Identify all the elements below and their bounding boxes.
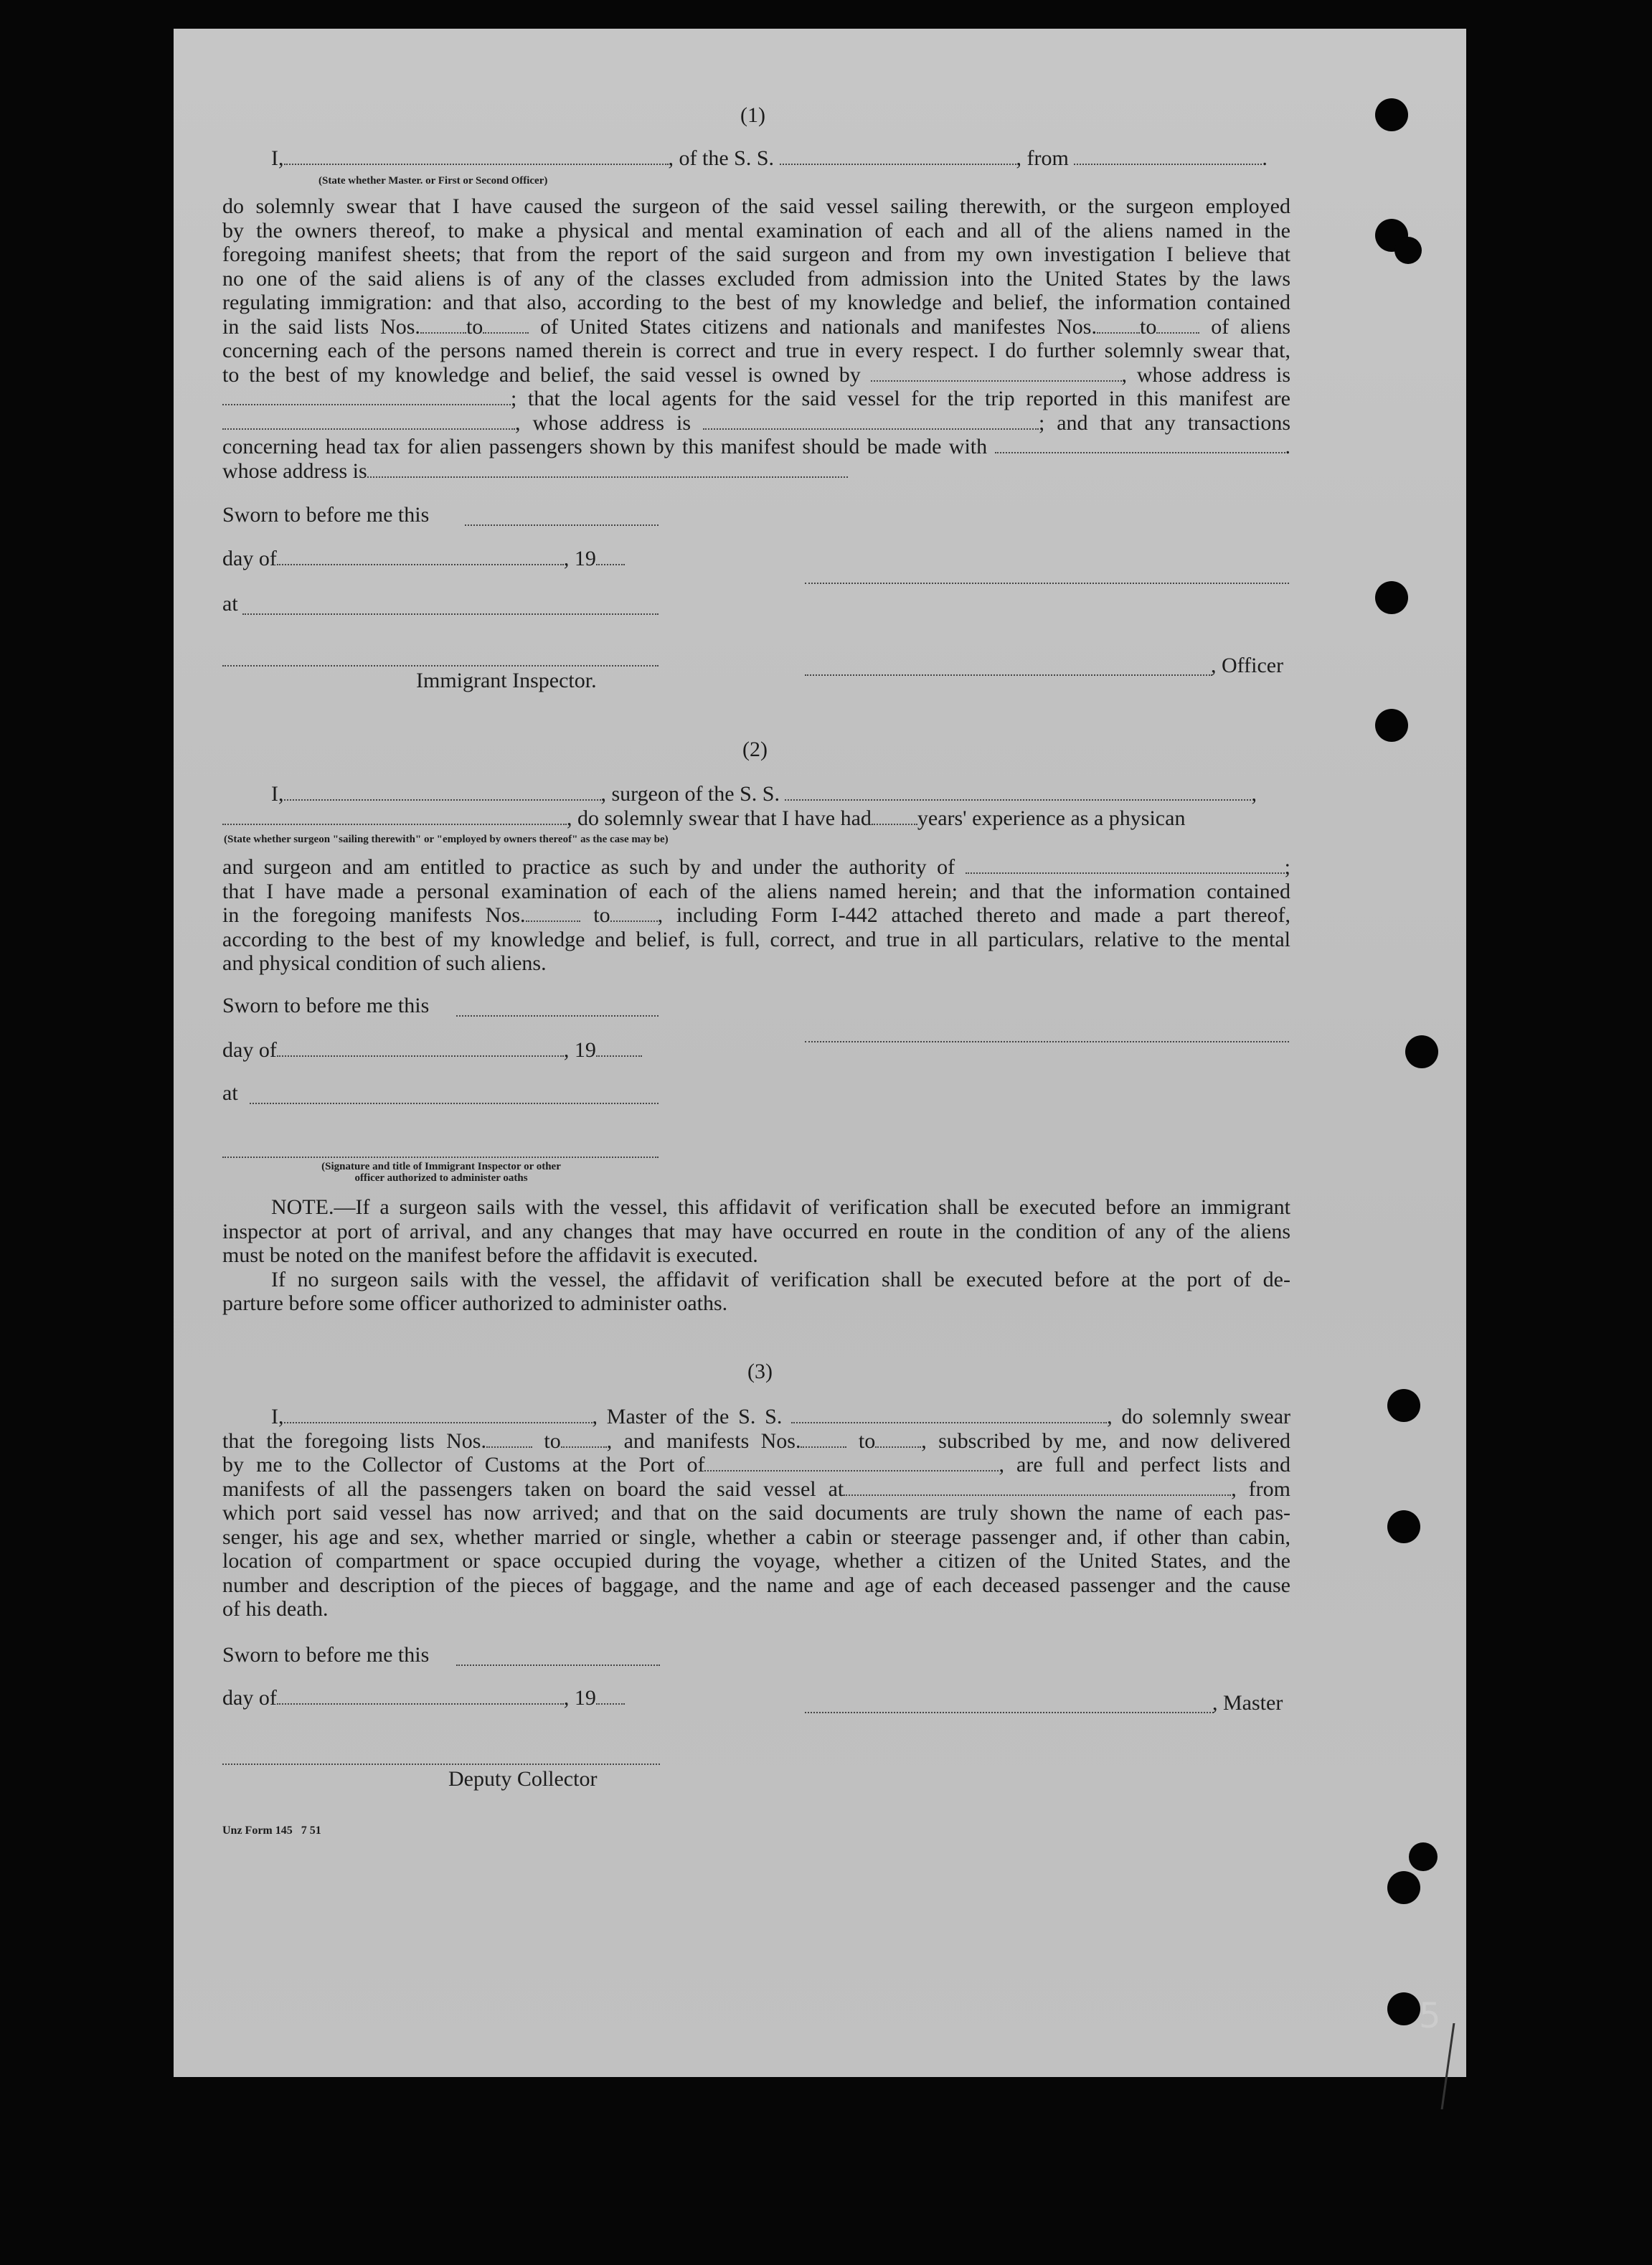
- surgeon-status-field[interactable]: [222, 808, 567, 825]
- month-field-3[interactable]: [277, 1687, 564, 1705]
- agents-address-field[interactable]: [703, 413, 1039, 430]
- sworn-label-2: Sworn to before me this: [222, 994, 430, 1017]
- officer-signature-field[interactable]: [805, 673, 1212, 676]
- binder-hole: [1375, 709, 1408, 742]
- owner-address-field[interactable]: [222, 388, 511, 405]
- master-lists-from-field[interactable]: [486, 1431, 532, 1448]
- binder-hole: [1387, 1389, 1420, 1422]
- deputy-collector-label: Deputy Collector: [448, 1767, 598, 1791]
- section-3-paragraph: I, , Master of the S. S. , do solemnly swear that the foregoing lists Nos. to , and manifests Nos. to , subscribed by me, and now delivered by me to the Collector of Customs at the Port of , are full and perfect lists and manifests of all the passengers taken on board the said vessel at , from which port said vessel has now arrived; and that on the said documents are truly shown the name of each pas- senger, his age and sex, whether married or single, whether a cabin or steerage passenger and, if other than cabin, location of compartment or space occupied during the voyage, whether a citizen of the United States, and the number and description of the pieces of baggage, and the name and age of each deceased passenger and the cause of his death.: [222, 1405, 1291, 1621]
- inspector-signature-field[interactable]: [222, 664, 659, 667]
- deputy-collector-signature-field[interactable]: [222, 1762, 660, 1765]
- head-tax-contact-field[interactable]: [995, 436, 1285, 453]
- sworn-label-1: Sworn to before me this: [222, 503, 430, 527]
- master-vessel-field[interactable]: [791, 1406, 1107, 1423]
- surgeon-name-field[interactable]: [284, 783, 601, 801]
- surgeon-manifest-to-field[interactable]: [610, 905, 658, 922]
- officer-note: (State whether Master. or First or Second Officer): [318, 175, 548, 187]
- binder-hole: [1405, 1035, 1438, 1068]
- year-field-3[interactable]: [596, 1687, 625, 1705]
- month-field-2[interactable]: [277, 1040, 564, 1057]
- section-3-number: (3): [747, 1360, 773, 1383]
- section-1-first-line: I, , of the S. S. , from .: [271, 146, 1268, 170]
- binder-hole: [1387, 1510, 1420, 1543]
- inspector-signature-field-2[interactable]: [222, 1155, 659, 1158]
- month-field-1[interactable]: [277, 548, 564, 565]
- section-2-paragraph: and surgeon and am entitled to practice as such by and under the authority of ; that I have made a personal examination of each of the aliens named herein; and that the information contained in the foregoing manifests Nos. to , including Form I-442 attached thereto and made a part thereof, according to the best of my knowledge and belief, is full, correct, and true in all particulars, relative to the mental and physical condition of such aliens.: [222, 855, 1291, 975]
- year-field-2[interactable]: [596, 1040, 642, 1057]
- binder-hole: [1387, 1992, 1420, 2025]
- lists-to-field[interactable]: [483, 316, 529, 334]
- master-label: , Master: [1212, 1691, 1283, 1715]
- departure-port-field[interactable]: [1074, 148, 1262, 165]
- at-label-1: at: [222, 592, 238, 616]
- head-tax-address-field[interactable]: [367, 461, 848, 478]
- day-of-label-3: day of , 19: [222, 1686, 625, 1710]
- section-2-first-line: I, , surgeon of the S. S. ,: [271, 782, 1257, 806]
- boarding-port-field[interactable]: [844, 1479, 1231, 1496]
- surgeon-vessel-field[interactable]: [785, 783, 1251, 801]
- officer-signature-right-top[interactable]: [805, 581, 1289, 584]
- day-of-label-2: day of , 19: [222, 1038, 642, 1063]
- sworn-date-field-3[interactable]: [456, 1663, 660, 1666]
- section-1-number: (1): [740, 103, 765, 127]
- lists-from-field[interactable]: [420, 316, 466, 334]
- master-signature-field[interactable]: [805, 1710, 1214, 1713]
- section-2-number: (2): [742, 738, 768, 761]
- master-lists-to-field[interactable]: [561, 1431, 607, 1448]
- binder-hole: [1375, 581, 1408, 614]
- manifests-to-field[interactable]: [1156, 316, 1199, 334]
- year-field-1[interactable]: [596, 548, 625, 565]
- section-2-second-line: , do solemnly swear that I have had years' experience as a physican: [222, 806, 1291, 831]
- surgeon-signature-field[interactable]: [805, 1040, 1289, 1042]
- master-manifests-to-field[interactable]: [875, 1431, 921, 1448]
- form-identifier: Unz Form 145 7 51: [222, 1824, 321, 1837]
- collector-port-field[interactable]: [704, 1454, 999, 1471]
- officer-name-field[interactable]: [284, 148, 669, 165]
- day-of-label-1: day of , 19: [222, 547, 625, 571]
- binder-hole: [1394, 237, 1422, 264]
- sworn-date-field-2[interactable]: [456, 1014, 659, 1017]
- vessel-name-field[interactable]: [780, 148, 1016, 165]
- binder-hole: [1375, 98, 1408, 131]
- owner-field[interactable]: [871, 364, 1122, 382]
- page-edge-fold: [1441, 2023, 1477, 2109]
- immigrant-inspector-label: Immigrant Inspector.: [416, 669, 597, 692]
- master-manifests-from-field[interactable]: [801, 1431, 846, 1448]
- note-paragraph: NOTE.—If a surgeon sails with the vessel, this affidavit of verification shall be executed before an immigrant inspector at port of arrival, and any changes that may have occurred en route in the condition of any of the aliens must be noted on the manifest before the affidavit is executed. If no surgeon sails with the vessel, the affidavit of verification shall be executed before at the port of de- parture before some officer authorized to administer oaths.: [222, 1195, 1290, 1315]
- officer-label: , Officer: [1211, 654, 1284, 677]
- binder-hole: [1387, 1871, 1420, 1904]
- binder-hole: [1409, 1842, 1438, 1871]
- agents-field[interactable]: [222, 413, 515, 430]
- at-place-field-2[interactable]: [250, 1101, 659, 1104]
- surgeon-note: (State whether surgeon "sailing therewith" or "employed by owners thereof" as the case may be): [224, 834, 669, 845]
- surgeon-manifest-from-field[interactable]: [526, 905, 580, 922]
- sworn-date-field-1[interactable]: [465, 523, 659, 526]
- master-name-field[interactable]: [284, 1406, 593, 1423]
- page-number: 5: [1419, 1996, 1441, 2036]
- at-label-2: at: [222, 1081, 238, 1105]
- sworn-label-3: Sworn to before me this: [222, 1643, 430, 1667]
- manifests-from-field[interactable]: [1097, 316, 1140, 334]
- section-1-paragraph: do solemnly swear that I have caused the surgeon of the said vessel sailing therewith, or the surgeon employed by the owners thereof, to make a physical and mental examination of each and all of the aliens named in the foregoing manifest sheets; that from the report of the said surgeon and from my own investigation I believe that no one of the said aliens is of any of the classes excluded from admission into the United States by the laws regulating immigration: and that also, according to the best of my knowledge and belief, the information contained in the said lists Nos. to of United States citizens and nationals and manifestes Nos. to of aliens concerning each of the persons named therein is correct and true in every respect. I do further solemnly swear that, to the best of my knowledge and belief, the said vessel is owned by , whose address is ; that the local agents for the said vessel for the trip reported in this manifest are , whose address is ; and that any transactions concerning head tax for alien passengers shown by this manifest should be made with . whose address is: [222, 194, 1291, 483]
- at-place-field-1[interactable]: [242, 612, 659, 615]
- years-experience-field[interactable]: [872, 808, 917, 825]
- authority-field[interactable]: [966, 857, 1285, 874]
- signature-note: (Signature and title of Immigrant Inspector or other officer authorized to administer oaths: [321, 1161, 561, 1184]
